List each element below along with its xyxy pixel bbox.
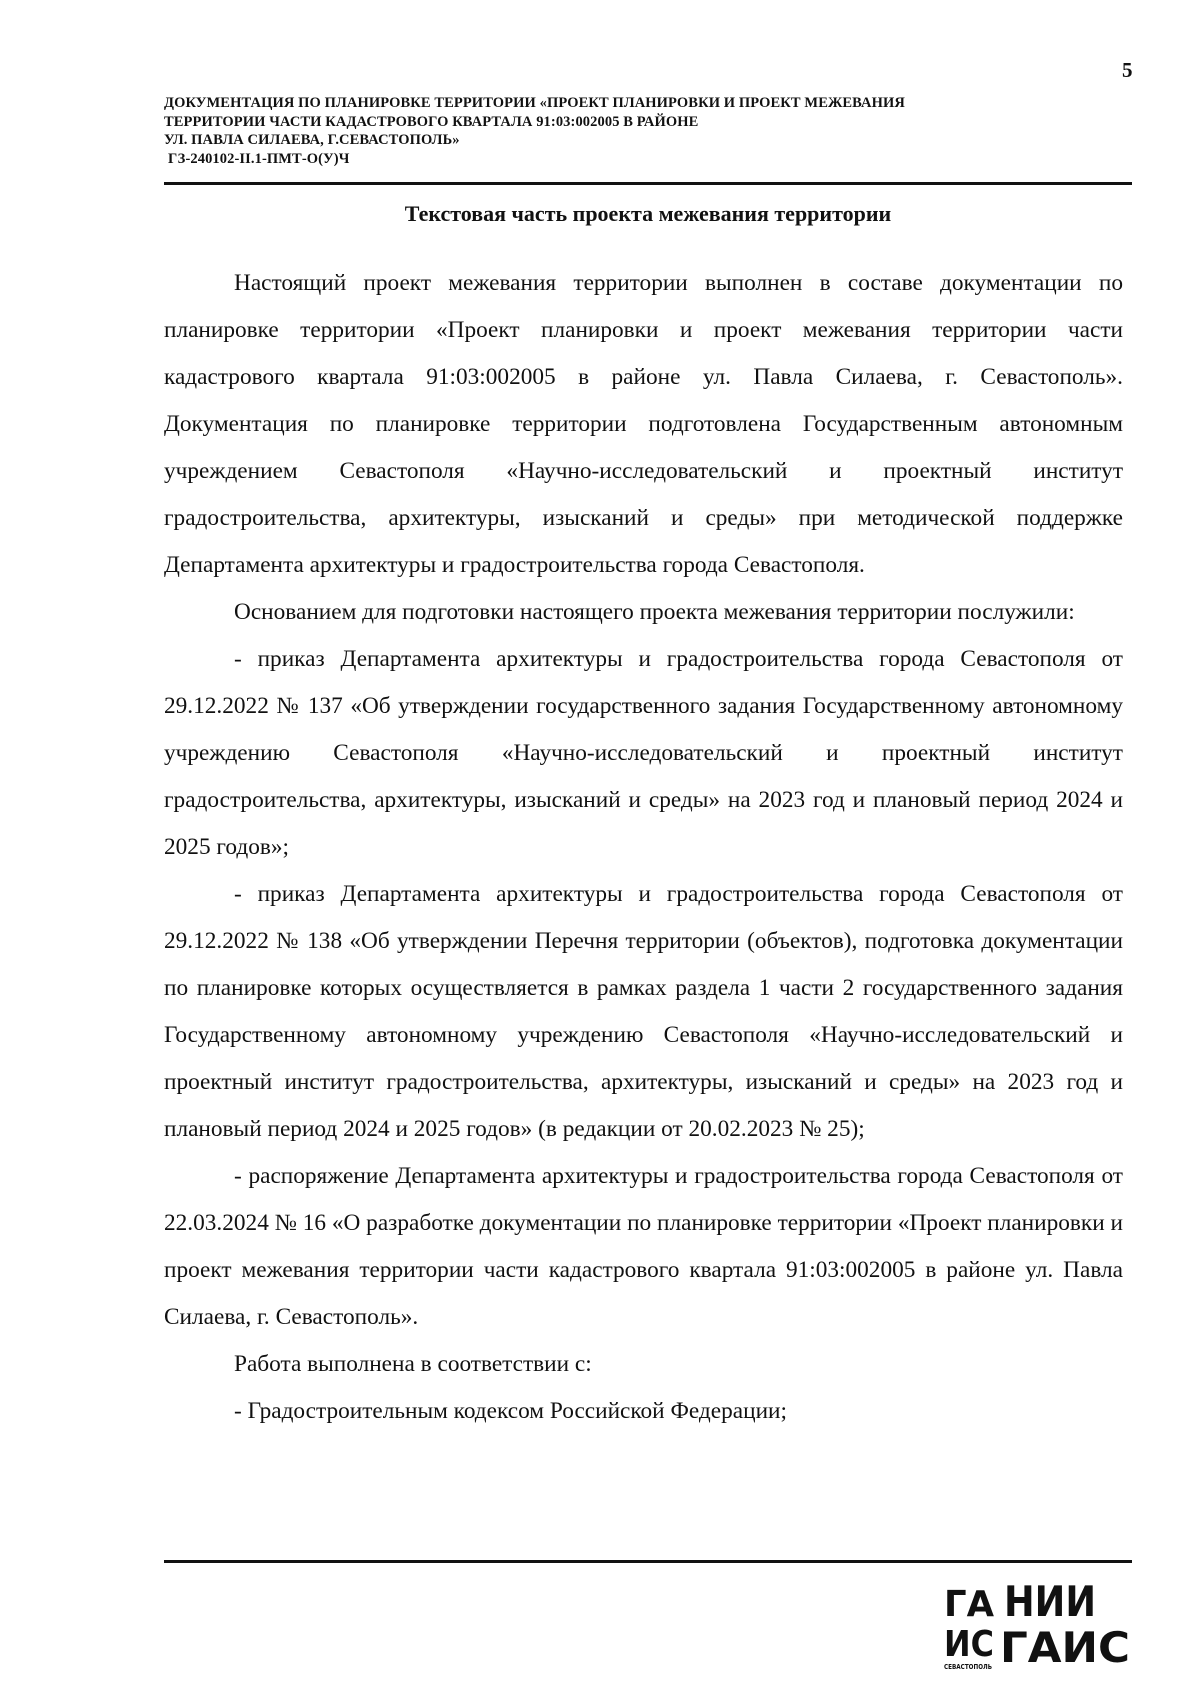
- svg-text:НИИ: НИИ: [1004, 1577, 1096, 1626]
- paragraph-basis: Основанием для подготовки настоящего проекта межевания территории послужили:: [234, 599, 1075, 625]
- header-line-1: ДОКУМЕНТАЦИЯ ПО ПЛАНИРОВКЕ ТЕРРИТОРИИ «ПРОЕКТ ПЛАНИРОВКИ И ПРОЕКТ МЕЖЕВАНИЯ: [164, 95, 905, 111]
- body-text: [164, 260, 1123, 1435]
- emblem-mark-icon: [944, 1584, 994, 1671]
- wordmark: [1000, 1577, 1130, 1672]
- document-code: ГЗ-240102-II.1-ПМТ-О(У)Ч: [168, 150, 350, 167]
- header-line-2: ТЕРРИТОРИИ ЧАСТИ КАДАСТРОВОГО КВАРТАЛА 91:03:002005 В РАЙОНЕ: [164, 113, 699, 130]
- svg-text:ИС: ИС: [944, 1624, 994, 1665]
- header-divider: [164, 182, 1132, 185]
- list-item-order-137: - приказ Департамента архитектуры и градостроительства города Севастополя от 29.12.2022 № 137 «Об утверждении государственного задания Государственному автономному учреждению Севастополя «Научно-исследовательский и проектный институт градостроительства, архитектуры, изысканий и среды» на 2023 год и плановый период 2024 и 2025 годов»;: [164, 646, 1123, 860]
- svg-text:ГА: ГА: [944, 1584, 995, 1625]
- list-item-urban-code: - Градостроительным кодексом Российской Федерации;: [234, 1398, 787, 1424]
- svg-text:СЕВАСТОПОЛЬ: СЕВАСТОПОЛЬ: [944, 1663, 992, 1671]
- footer-divider: [164, 1560, 1132, 1563]
- document-header: [164, 94, 1124, 168]
- section-title: Текстовая часть проекта межевания территории: [404, 201, 892, 226]
- svg-text:ГАИС: ГАИС: [1000, 1623, 1130, 1672]
- list-item-order-138: - приказ Департамента архитектуры и градостроительства города Севастополя от 29.12.2022 № 138 «Об утверждении Перечня территории (объектов), подготовка документации по планировке которых осуществляется в рамках раздела 1 части 2 государственного задания Государственному автономному учреждению Севастополя «Научно-исследовательский и проектный институт градостроительства, архитектуры, изысканий и среды» на 2023 год и плановый период 2024 и 2025 годов» (в редакции от 20.02.2023 № 25);: [164, 881, 1123, 1142]
- page-number: 5: [1122, 58, 1133, 82]
- paragraph-intro: Настоящий проект межевания территории выполнен в составе документации по планировке территории «Проект планировки и проект межевания территории части кадастрового квартала 91:03:002005 в районе ул. Павла Силаева, г. Севастополь». Документация по планировке территории подготовлена Государственным автономным учреждением Севастополя «Научно-исследовательский и проектный институт градостроительства, архитектуры, изысканий и среды» при методической поддержке Департамента архитектуры и градостроительства города Севастополя.: [164, 270, 1123, 578]
- nii-gais-logo: [942, 1576, 1132, 1672]
- paragraph-compliance: Работа выполнена в соответствии с:: [234, 1351, 592, 1377]
- list-item-directive-16: - распоряжение Департамента архитектуры и градостроительства города Севастополя от 22.03.2024 № 16 «О разработке документации по планировке территории «Проект планировки и проект межевания территории части кадастрового квартала 91:03:002005 в районе ул. Павла Силаева, г. Севастополь».: [164, 1163, 1123, 1330]
- header-line-3: УЛ. ПАВЛА СИЛАЕВА, Г.СЕВАСТОПОЛЬ»: [164, 132, 460, 148]
